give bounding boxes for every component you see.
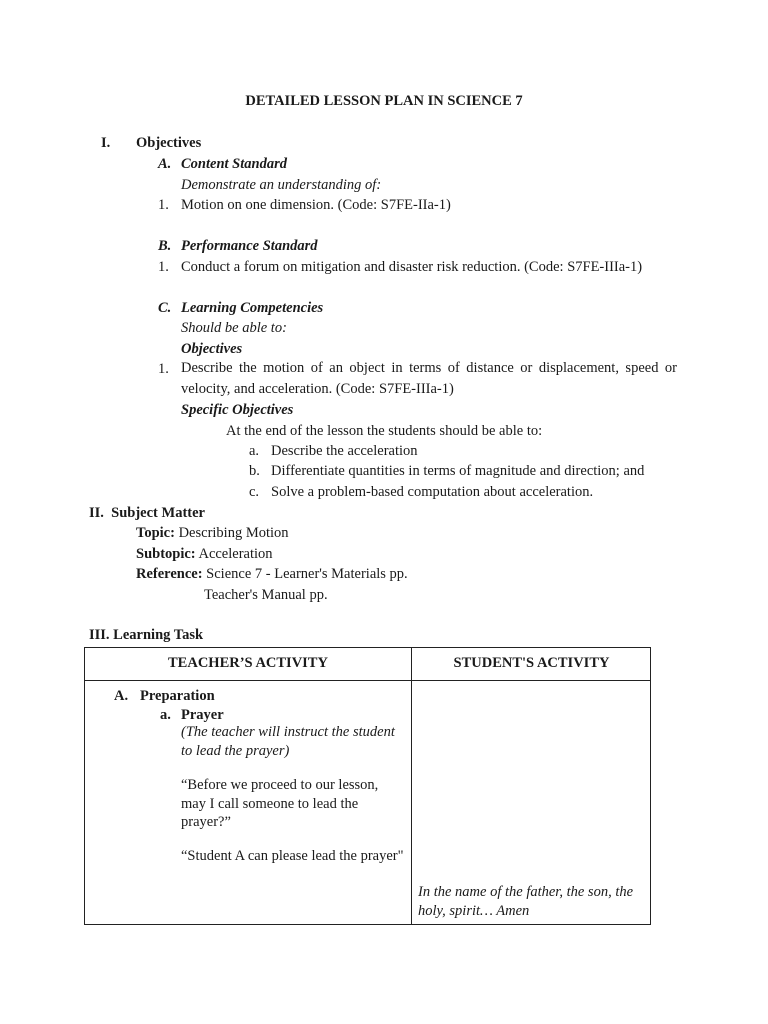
objectives-sublabel: Objectives <box>181 341 243 357</box>
specific-item-letter: a. <box>249 443 260 459</box>
content-standard-intro: Demonstrate an understanding of: <box>181 177 382 193</box>
teacher-activity-header: TEACHER’S ACTIVITY <box>168 655 328 671</box>
learning-task-heading: III. Learning Task <box>89 627 204 643</box>
reference-label: Reference: <box>136 566 203 582</box>
reference-value: Science 7 - Learner's Materials pp. <box>206 566 408 582</box>
content-standard-label: Content Standard <box>181 156 287 172</box>
performance-standard-label: Performance Standard <box>181 238 318 254</box>
section-numeral-i: I. <box>101 135 111 151</box>
document-title: DETAILED LESSON PLAN IN SCIENCE 7 <box>245 93 523 109</box>
subtopic-line <box>136 547 273 562</box>
reference-value-2: Teacher's Manual pp. <box>204 587 328 603</box>
teacher-note: (The teacher will instruct the student to lead the prayer) <box>181 724 395 759</box>
subtopic-value: Acceleration <box>198 546 273 562</box>
specific-item: Describe the acceleration <box>271 443 418 459</box>
specific-item: Solve a problem-based computation about acceleration. <box>271 484 594 500</box>
learning-competency-item: Describe the motion of an object in terms of distance or displacement, speed or velocity, and acceleration. (Code: S7FE-IIIa-1) <box>181 360 677 397</box>
subject-matter-heading: II. Subject Matter <box>89 505 205 521</box>
specific-item-letter: b. <box>249 463 260 479</box>
preparation-letter: A. <box>114 688 129 704</box>
reference-line <box>136 567 408 582</box>
prayer-label: Prayer <box>181 707 224 723</box>
list-item-number: 1. <box>158 361 169 377</box>
learning-competencies-intro: Should be able to: <box>181 320 287 336</box>
topic-line <box>136 526 289 541</box>
student-activity-header: STUDENT'S ACTIVITY <box>453 655 610 671</box>
specific-objectives-label: Specific Objectives <box>181 402 294 418</box>
specific-item: Differentiate quantities in terms of magnitude and direction; and <box>271 463 645 479</box>
specific-objectives-intro: At the end of the lesson the students should be able to: <box>226 423 543 439</box>
specific-item-letter: c. <box>249 484 260 500</box>
subtopic-label: Subtopic: <box>136 546 196 562</box>
preparation-label: Preparation <box>140 688 215 704</box>
teacher-line-2: “Student A can please lead the prayer" <box>181 848 404 864</box>
performance-standard-item: Conduct a forum on mitigation and disaster risk reduction. (Code: S7FE-IIIa-1) <box>181 259 643 275</box>
objectives-heading: Objectives <box>136 135 202 151</box>
topic-label: Topic: <box>136 525 175 541</box>
student-response: In the name of the father, the son, the holy, spirit… Amen <box>418 884 634 919</box>
activity-table <box>84 647 651 925</box>
list-item-number: 1. <box>158 259 169 275</box>
table-header-divider <box>85 680 650 681</box>
learning-competencies-letter: C. <box>158 300 172 316</box>
content-standard-item: Motion on one dimension. (Code: S7FE-IIa-1) <box>181 197 451 213</box>
list-item-number: 1. <box>158 197 169 213</box>
learning-competencies-label: Learning Competencies <box>181 300 324 316</box>
prayer-letter: a. <box>160 707 171 723</box>
table-column-divider <box>411 648 412 924</box>
performance-standard-letter: B. <box>158 238 172 254</box>
teacher-line-1: “Before we proceed to our lesson, may I call someone to lead the prayer?” <box>181 777 379 830</box>
content-standard-letter: A. <box>158 156 172 172</box>
topic-value: Describing Motion <box>178 525 289 541</box>
